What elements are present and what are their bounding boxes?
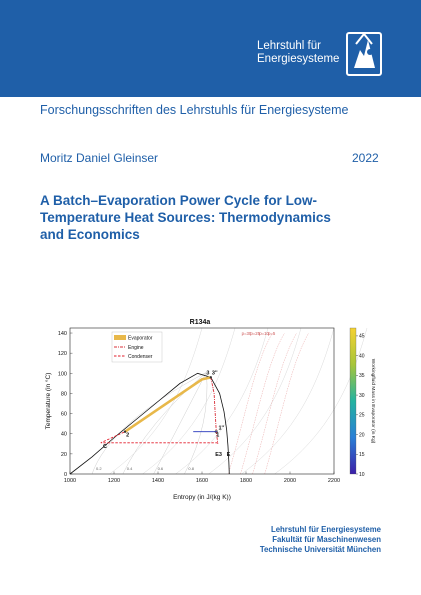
- isobar-pressure-line: [241, 333, 285, 474]
- footer-line-2: Fakultät für Maschinenwesen: [272, 535, 381, 544]
- legend-swatch-evaporator: [114, 335, 126, 340]
- pressure-label: p=10: [259, 331, 269, 337]
- author-name: Moritz Daniel Gleinser: [40, 151, 159, 165]
- series-evaporator: [125, 377, 211, 431]
- pressure-label: p=25: [250, 331, 261, 337]
- lion-shield-logo-icon: [346, 30, 382, 76]
- isobar-pressure-line: [228, 333, 272, 474]
- series-condenser: [101, 432, 218, 443]
- x-tick-label: 1800: [239, 478, 253, 484]
- state-label: 3: [206, 370, 210, 377]
- colorbar-tick-label: 35: [359, 373, 365, 380]
- legend-label-condenser: Condenser: [128, 354, 153, 360]
- legend-label-engine: Engine: [128, 345, 144, 351]
- state-label: 3'': [211, 370, 218, 377]
- y-tick-label: 120: [57, 351, 67, 358]
- colorbar: [350, 328, 356, 474]
- state-label: 2: [126, 432, 130, 439]
- x-axis-label: Entropy (in J/(kg K)): [173, 494, 231, 501]
- state-label: E3: [215, 451, 222, 458]
- y-tick-label: 60: [60, 411, 67, 418]
- title-line-3: and Economics: [40, 227, 140, 242]
- publisher-block: [260, 525, 381, 555]
- colorbar-tick-label: 15: [359, 452, 365, 459]
- chart-marks: [70, 370, 231, 474]
- pressure-label: p=30: [241, 331, 252, 337]
- saturation-dome: [70, 373, 229, 474]
- x-tick-label: 1400: [151, 478, 165, 484]
- cover-header: [0, 0, 421, 97]
- y-tick-label: 100: [57, 371, 67, 378]
- y-tick-label: 140: [57, 331, 67, 338]
- y-axis-label: Temperature (in °C): [45, 372, 52, 430]
- isobar-pressure-line: [253, 333, 297, 474]
- quality-label: 0.2: [96, 465, 102, 471]
- title-line-2: Temperature Heat Sources: Thermodynamics: [40, 210, 331, 225]
- chair-logo-text: [257, 40, 339, 66]
- legend: [112, 332, 162, 362]
- y-tick-label: 40: [60, 431, 67, 438]
- state-label: 1'': [218, 425, 225, 432]
- y-tick-label: 20: [60, 451, 67, 458]
- y-tick-label: 0: [63, 472, 67, 478]
- colorbar-label: Workingfluid Mass in Evaporator (in Kg): [370, 358, 375, 444]
- x-tick-label: 2200: [327, 478, 341, 484]
- colorbar-tick-label: 40: [359, 353, 365, 360]
- chart-title: R134a: [189, 319, 211, 326]
- logo-line-1: Lehrstuhl für: [257, 40, 321, 52]
- x-tick-label: 1000: [63, 478, 77, 484]
- y-tick-label: 80: [60, 391, 67, 398]
- x-tick-label: 2000: [283, 478, 297, 484]
- state-point-3: [210, 376, 212, 378]
- book-title: [40, 192, 380, 243]
- isobar-line: [242, 328, 334, 474]
- state-label: C: [103, 443, 107, 450]
- colorbar-tick-label: 10: [359, 471, 365, 478]
- quality-label: 0.6: [157, 465, 164, 471]
- x-tick-label: 1200: [107, 478, 121, 484]
- publication-year: 2022: [352, 151, 379, 165]
- legend-label-evaporator: Evaporator: [128, 335, 153, 342]
- footer-line-3: Technische Universität München: [259, 545, 381, 554]
- colorbar-tick-label: 45: [359, 333, 365, 340]
- colorbar-tick-label: 30: [359, 392, 365, 399]
- quality-label: 0.4: [126, 465, 133, 471]
- colorbar-tick-label: 25: [359, 412, 365, 419]
- state-label: E: [226, 451, 231, 458]
- quality-label: 0.8: [188, 465, 194, 471]
- x-tick-label: 1600: [195, 478, 209, 484]
- state-label: 1: [216, 432, 220, 439]
- title-line-1: A Batch–Evaporation Power Cycle for Low-: [40, 193, 318, 208]
- logo-line-2: Energiesysteme: [257, 53, 340, 65]
- isobar-line: [209, 328, 301, 474]
- colorbar-ticks: [356, 334, 365, 478]
- series-title: Forschungsschriften des Lehrstuhls für Energiesysteme: [40, 103, 349, 117]
- pressure-label: p=5: [268, 331, 276, 337]
- x-axis-ticks: [64, 472, 340, 485]
- ts-diagram: [38, 312, 378, 514]
- footer-line-1: Lehrstuhl für Energiesysteme: [270, 525, 381, 534]
- colorbar-tick-label: 20: [359, 432, 365, 439]
